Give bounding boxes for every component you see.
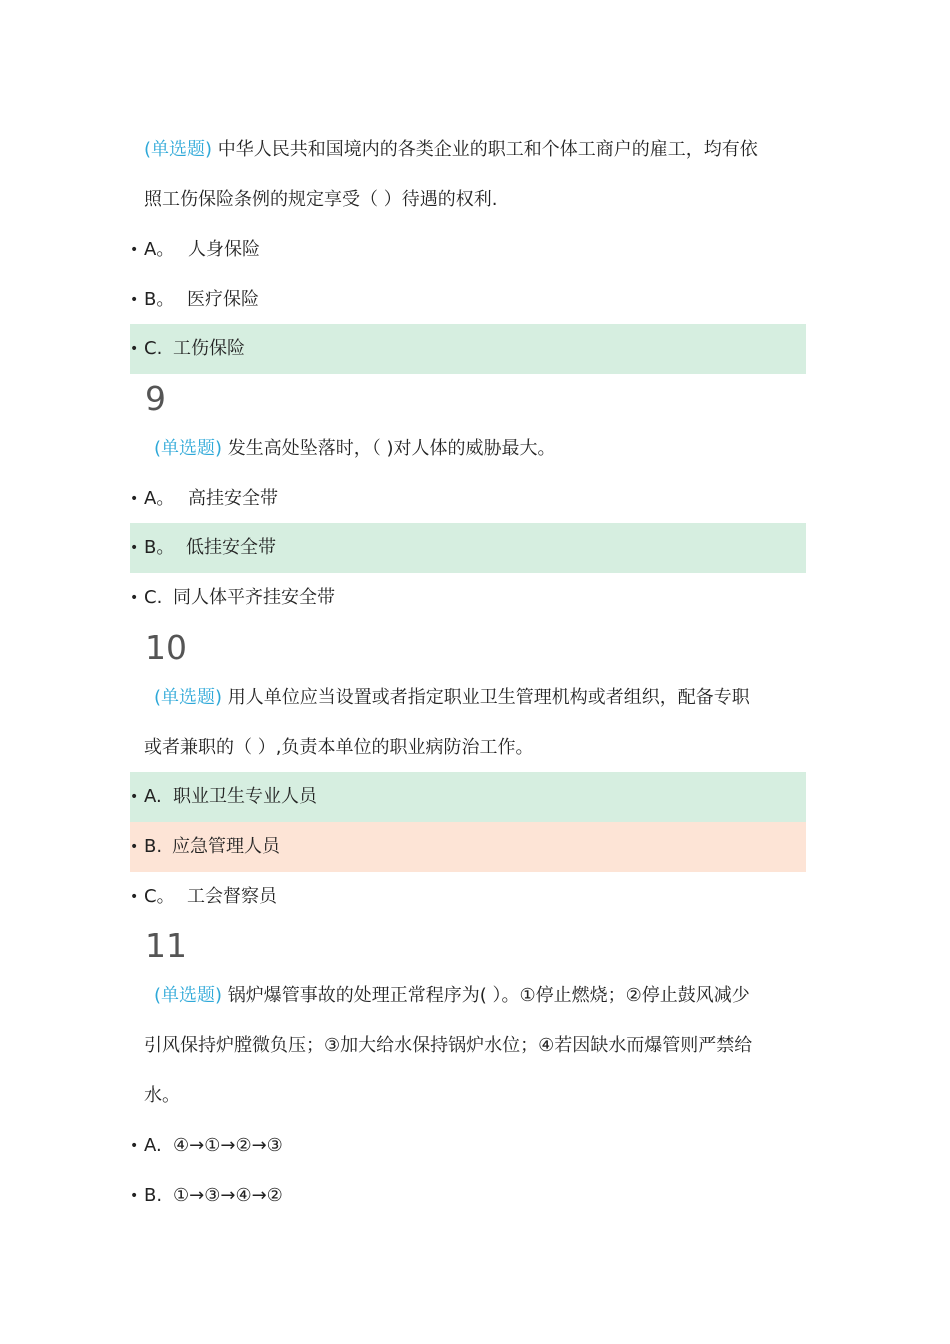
option-text: 职业卫生专业人员 [173,786,317,807]
option-a[interactable] [130,474,806,524]
option-text: ④→①→②→③ [173,1135,283,1156]
option-a[interactable] [130,225,806,275]
question-text-line: 发生高处坠落时，（ )对人体的威胁最大。 [222,438,556,459]
option-b[interactable] [130,275,806,325]
option-c[interactable] [130,573,806,623]
option-letter: B。 [144,289,175,310]
option-b-correct[interactable] [130,523,806,573]
question-text-line: 用人单位应当设置或者指定职业卫生管理机构或者组织，配备专职 [222,687,750,708]
option-text: 应急管理人员 [172,836,280,857]
question-text-line: 水。 [144,1085,180,1106]
question-11-text [144,971,809,1121]
option-text: 同人体平齐挂安全带 [173,587,335,608]
question-8-text [144,125,809,225]
bullet-icon: • [130,1138,139,1154]
bullet-icon: • [130,590,139,606]
bullet-icon: • [130,789,139,805]
option-letter: C. [144,587,163,608]
option-b-wrong[interactable] [130,822,806,872]
question-text-line: 锅炉爆管事故的处理正常程序为( ）。①停止燃烧；②停止鼓风减少 [222,985,750,1006]
bullet-icon: • [130,839,139,855]
option-letter: B. [144,1185,163,1206]
option-letter: A。 [144,488,175,509]
option-letter: A。 [144,239,175,260]
question-number: 9 [145,379,166,418]
bullet-icon: • [130,491,139,507]
option-letter: B. [144,836,163,857]
option-text: 高挂安全带 [188,488,278,509]
option-text: 低挂安全带 [186,537,276,558]
question-9-text [154,424,819,474]
option-b[interactable] [130,1171,806,1221]
option-text: 工会督察员 [187,886,277,907]
option-letter: A. [144,1135,162,1156]
option-letter: B。 [144,537,175,558]
question-number: 11 [145,926,187,965]
bullet-icon: • [130,540,139,556]
question-type-label: (单选题) [144,139,213,160]
question-type-label: (单选题) [154,687,223,708]
bullet-icon: • [130,341,139,357]
question-type-label: (单选题) [154,985,223,1006]
question-text-line: 中华人民共和国境内的各类企业的职工和个体工商户的雇工，均有依 [212,139,758,160]
question-10-text [144,673,809,773]
option-letter: A. [144,786,162,807]
option-c-correct[interactable] [130,324,806,374]
bullet-icon: • [130,242,139,258]
question-text-line: 引风保持炉膛微负压；③加大给水保持锅炉水位；④若因缺水而爆管则严禁给 [144,1035,753,1056]
question-type-label: (单选题) [154,438,223,459]
bullet-icon: • [130,889,139,905]
option-text: ①→③→④→② [173,1185,283,1206]
option-c[interactable] [130,872,806,922]
option-text: 医疗保险 [187,289,259,310]
option-text: 人身保险 [188,239,260,260]
question-text-line: 或者兼职的（ ）,负责本单位的职业病防治工作。 [144,737,534,758]
bullet-icon: • [130,292,139,308]
option-letter: C。 [144,886,175,907]
option-text: 工伤保险 [173,338,245,359]
option-a[interactable] [130,1121,806,1171]
bullet-icon: • [130,1188,139,1204]
option-letter: C. [144,338,163,359]
option-a-correct[interactable] [130,772,806,822]
question-number: 10 [145,628,187,667]
question-text-line: 照工伤保险条例的规定享受（ ）待遇的权利. [144,189,498,210]
